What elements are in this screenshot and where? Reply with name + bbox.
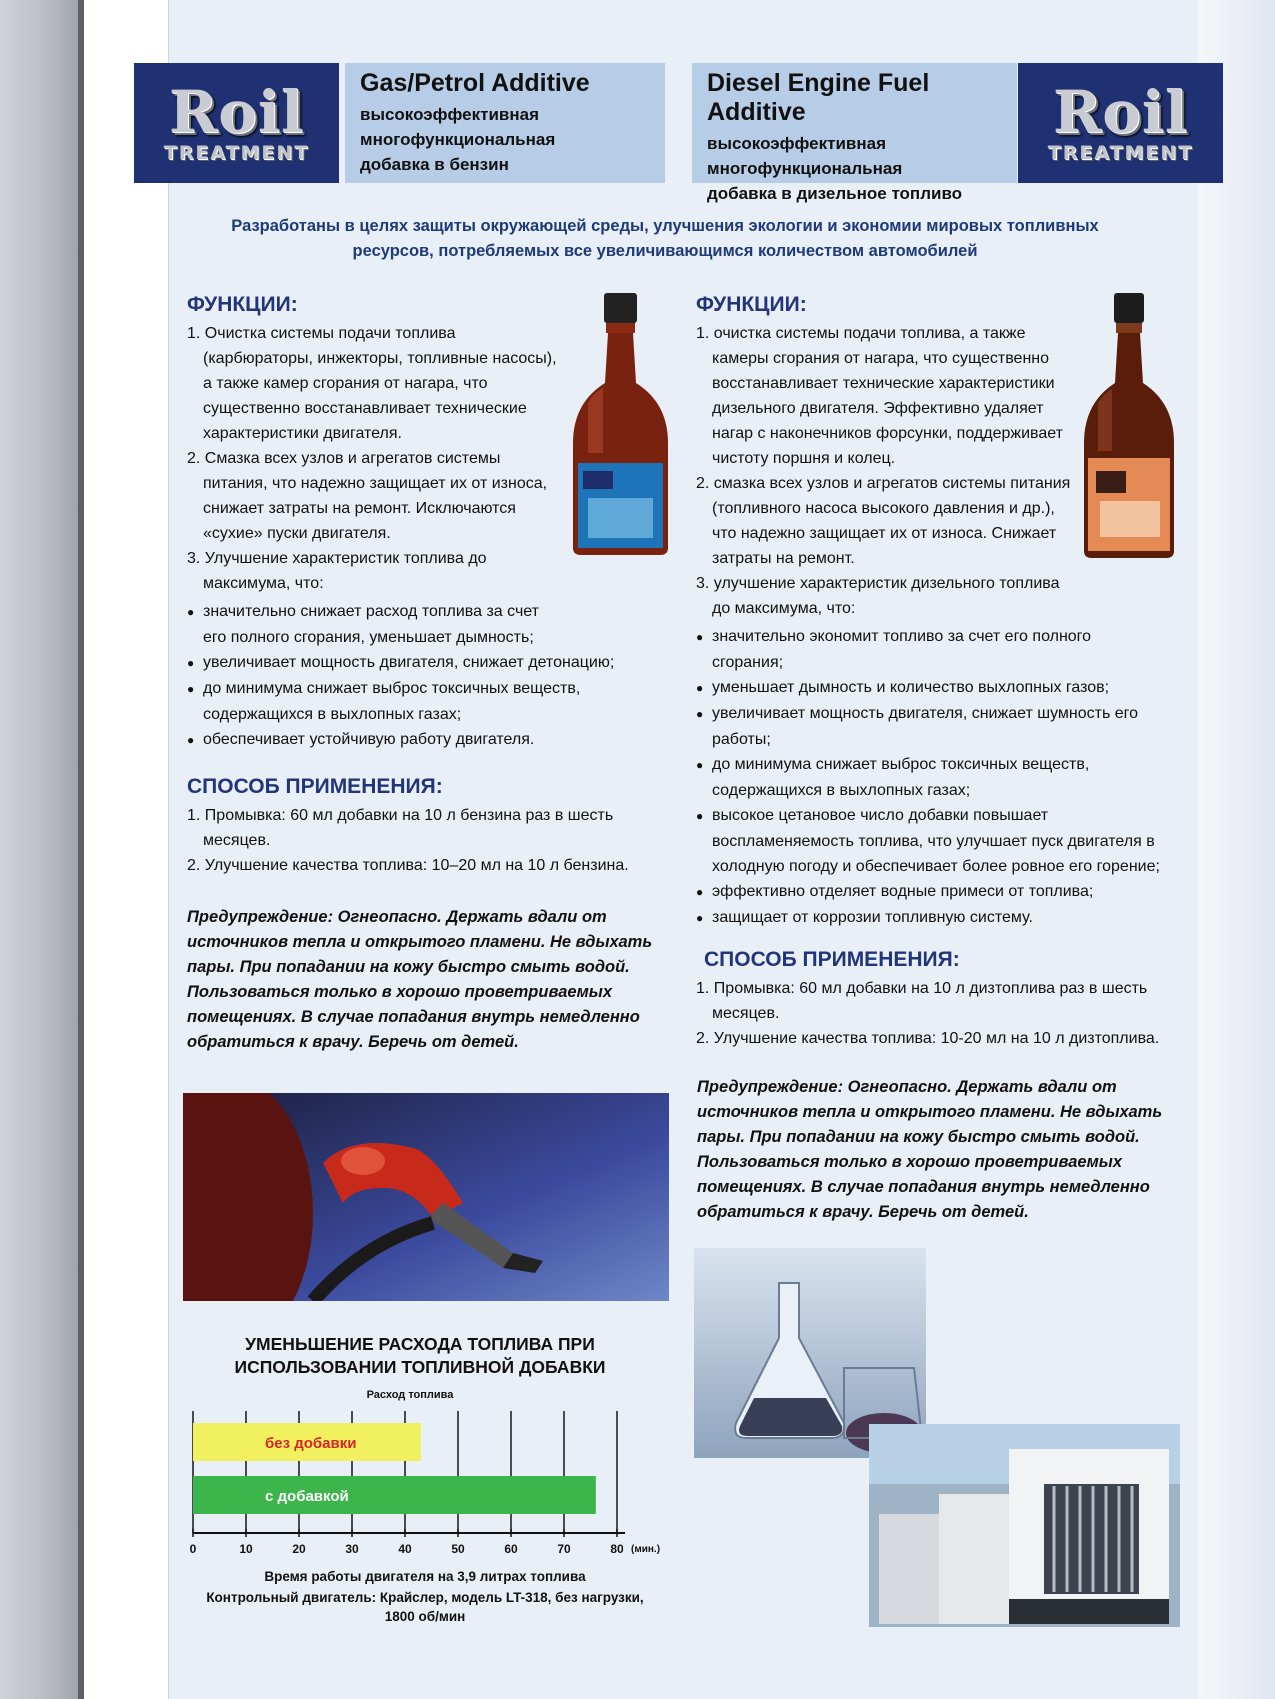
chart-xlabel: Время работы двигателя на 3,9 литрах топлива xyxy=(264,1569,586,1584)
gas-header-title: Gas/Petrol Additive xyxy=(360,69,590,97)
gas-benefit-bullet: ● увеличивает мощность двигателя, снижает детонацию; xyxy=(187,650,667,676)
gas-function-item: 3. Улучшение характеристик топлива до максимума, что: xyxy=(187,550,487,592)
gas-functions xyxy=(187,292,567,596)
diesel-benefit-bullet: ● до минимума снижает выброс токсичных веществ, содержащихся в выхлопных газах; xyxy=(696,752,1174,803)
x-tick-label: 0 xyxy=(189,1542,197,1556)
diesel-usage-item: 2. Улучшение качества топлива: 10-20 мл на 10 л дизтоплива. xyxy=(696,1030,1160,1047)
x-tick-label: 20 xyxy=(292,1542,306,1556)
bar xyxy=(193,1476,596,1514)
x-tick-label: 80 xyxy=(610,1542,624,1556)
gas-usage-heading: СПОСОБ ПРИМЕНЕНИЯ: xyxy=(187,775,443,798)
roil-logo-left xyxy=(134,63,339,183)
gas-warning: Предупреждение: Огнеопасно. Держать вдали от источников тепла и открытого пламени. Не вдыхать пары. При попадании на кожу быстро смыть водой. Пользоваться только в хорошо проветриваемых помещениях. В случае попадания внутрь немедленно обратиться к врачу. Беречь от детей. xyxy=(187,908,653,1051)
diesel-warning: Предупреждение: Огнеопасно. Держать вдали от источников тепла и открытого пламени. Не вдыхать пары. При попадании на кожу быстро смыть водой. Пользоваться только в хорошо проветриваемых помещениях. В случае попадания внутрь немедленно обратиться к врачу. Беречь от детей. xyxy=(697,1078,1163,1221)
chart-note-line: Контрольный двигатель: Крайслер, модель LT-318, без нагрузки, xyxy=(206,1590,644,1605)
trucks-photo xyxy=(869,1424,1180,1627)
chart-subtitle: Расход топлива xyxy=(366,1389,454,1401)
diesel-benefit-bullet: ● высокое цетановое число добавки повышает воспламеняемость топлива, что улучшает пуск двигателя в холодную погоду и обеспечивает более ровное его горение; xyxy=(696,803,1174,879)
chart-note xyxy=(180,1588,670,1626)
diesel-header-title: Diesel Engine Fuel Additive xyxy=(707,69,930,126)
fuel-consumption-chart xyxy=(185,1405,665,1565)
logo-brand: Roil xyxy=(1053,78,1188,146)
diesel-functions xyxy=(696,292,1081,621)
diesel-functions-heading: ФУНКЦИИ: xyxy=(696,293,807,316)
diesel-function-item: 1. очистка системы подачи топлива, а также камеры сгорания от нагара, что существенно восстанавливает технические характеристики дизельного двигателя. Эффективно удаляет нагар с наконечников форсунки, поддерживает чистоту поршня и колец. xyxy=(696,325,1063,467)
gas-benefit-bullet: ● обеспечивает устойчивую работу двигателя. xyxy=(187,727,667,753)
diesel-usage-item: 1. Промывка: 60 мл добавки на 10 л дизтоплива раз в шесть месяцев. xyxy=(696,980,1148,1022)
diesel-usage-heading: СПОСОБ ПРИМЕНЕНИЯ: xyxy=(704,948,960,971)
gas-benefits xyxy=(187,599,667,753)
diesel-additive-bottle-photo xyxy=(1080,293,1178,561)
gas-usage-item: 1. Промывка: 60 мл добавки на 10 л бензина раз в шесть месяцев. xyxy=(187,807,614,849)
x-tick-label: 50 xyxy=(451,1542,465,1556)
gas-usage-item: 2. Улучшение качества топлива: 10–20 мл на 10 л бензина. xyxy=(187,857,629,874)
logo-sub: TREATMENT xyxy=(163,142,310,164)
gas-benefit-bullet: ● значительно снижает расход топлива за счет его полного сгорания, уменьшает дымность; xyxy=(187,599,563,650)
gas-header-line: многофункциональная xyxy=(360,130,556,149)
logo-sub: TREATMENT xyxy=(1047,142,1194,164)
gas-function-item: 2. Смазка всех узлов и агрегатов системы питания, что надежно защищает их от износа, снижает затраты на ремонт. Исключаются «сухие» пуски двигателя. xyxy=(187,450,548,542)
roil-logo-right xyxy=(1018,63,1223,183)
gas-function-item: 1. Очистка системы подачи топлива (карбюраторы, инжекторы, топливные насосы), а также камер сгорания от нагара, что существенно восстанавливает технические характеристики двигателя. xyxy=(187,325,557,442)
diesel-benefit-bullet: ● защищает от коррозии топливную систему. xyxy=(696,905,1174,931)
page-margin xyxy=(1198,0,1275,1699)
x-tick-label: 60 xyxy=(504,1542,518,1556)
bar-label: с добавкой xyxy=(265,1488,349,1505)
gas-header-line: добавка в бензин xyxy=(360,155,509,174)
gas-functions-heading: ФУНКЦИИ: xyxy=(187,293,298,316)
diesel-usage xyxy=(696,947,1178,1051)
fuel-nozzle-photo xyxy=(183,1093,669,1301)
gas-header xyxy=(345,63,665,183)
diesel-header-line: высокоэффективная xyxy=(707,134,886,153)
diesel-function-item: 2. смазка всех узлов и агрегатов системы питания (топливного насоса высокого давления и др.), что надежно защищает их от износа. Снижает затраты на ремонт. xyxy=(696,475,1071,567)
chart-title: УМЕНЬШЕНИЕ РАСХОДА ТОПЛИВА ПРИ ИСПОЛЬЗОВАНИИ ТОПЛИВНОЙ ДОБАВКИ xyxy=(234,1334,606,1377)
gas-additive-bottle-photo xyxy=(568,293,673,558)
bar-label: без добавки xyxy=(265,1435,357,1452)
gas-benefit-bullet: ● до минимума снижает выброс токсичных веществ, содержащихся в выхлопных газах; xyxy=(187,676,667,727)
logo-brand: Roil xyxy=(169,78,304,146)
gas-header-line: высокоэффективная xyxy=(360,105,539,124)
diesel-header xyxy=(692,63,1017,203)
scan-edge xyxy=(0,0,80,1699)
diesel-benefit-bullet: ● уменьшает дымность и количество выхлопных газов; xyxy=(696,675,1174,701)
diesel-header-line: многофункциональная xyxy=(707,159,903,178)
diesel-benefit-bullet: ● увеличивает мощность двигателя, снижает шумность его работы; xyxy=(696,701,1174,752)
x-tick-label: 30 xyxy=(345,1542,359,1556)
x-unit-label: (мин.) xyxy=(631,1544,661,1555)
gas-usage xyxy=(187,774,667,878)
diesel-function-item: 3. улучшение характеристик дизельного топлива до максимума, что: xyxy=(696,575,1060,617)
x-tick-label: 10 xyxy=(239,1542,253,1556)
x-tick-label: 40 xyxy=(398,1542,412,1556)
diesel-benefit-bullet: ● значительно экономит топливо за счет его полного сгорания; xyxy=(696,624,1102,675)
x-tick-label: 70 xyxy=(557,1542,571,1556)
chart-note-line: 1800 об/мин xyxy=(384,1609,466,1624)
diesel-header-line: добавка в дизельное топливо xyxy=(707,184,963,203)
diesel-benefits xyxy=(696,624,1174,931)
diesel-benefit-bullet: ● эффективно отделяет водные примеси от топлива; xyxy=(696,879,1174,905)
tagline: Разработаны в целях защиты окружающей среды, улучшения экологии и экономии мировых топливных ресурсов, потребляемых все увеличивающимся количеством автомобилей xyxy=(231,217,1099,260)
